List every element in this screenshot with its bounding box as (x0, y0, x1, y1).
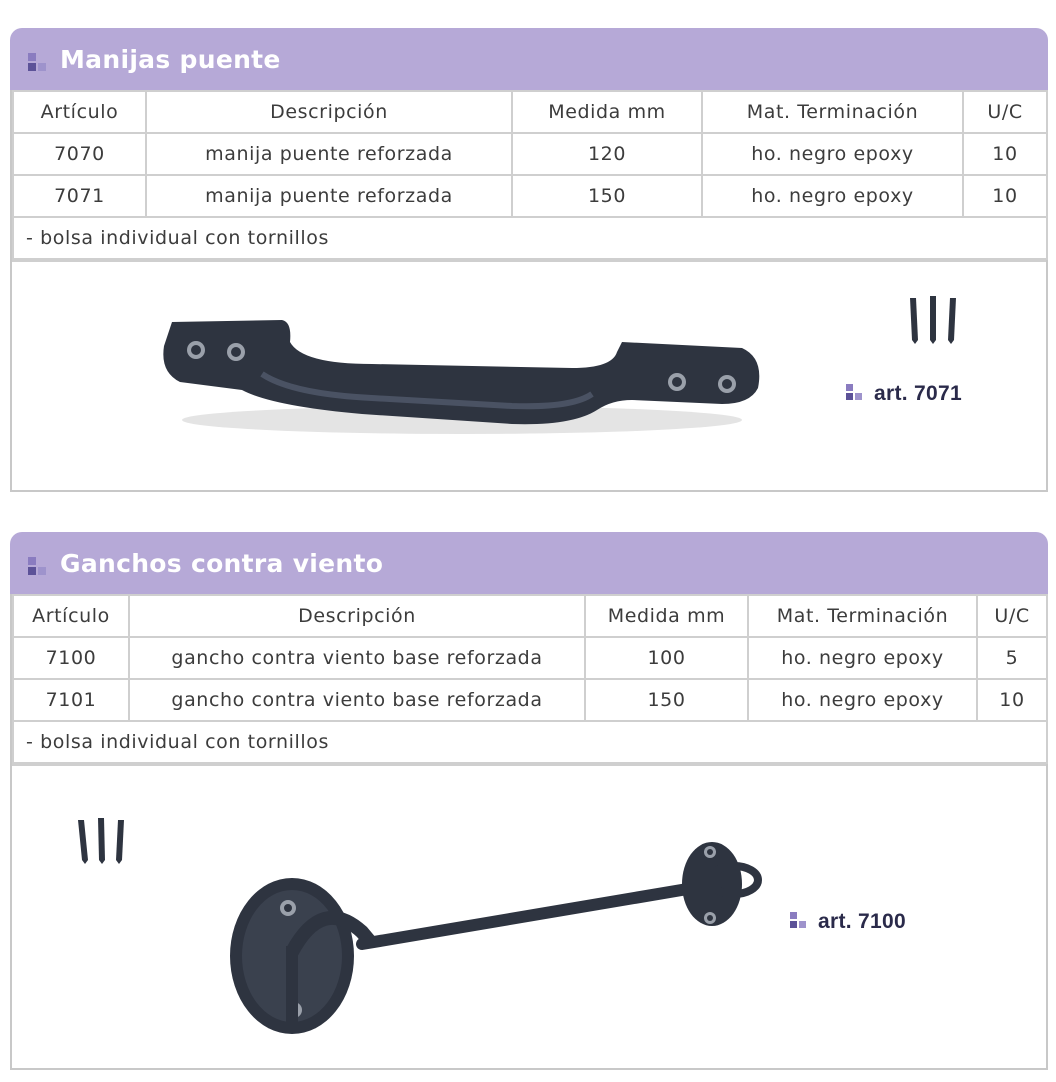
cell-articulo: 7101 (13, 679, 129, 721)
table-row (13, 133, 1047, 175)
cell-material: ho. negro epoxy (702, 133, 963, 175)
note-row (13, 217, 1047, 259)
bullet-icon (28, 557, 50, 579)
column-header-articulo: Artículo (13, 91, 146, 133)
cell-material: ho. negro epoxy (748, 679, 977, 721)
column-header-medida: Medida mm (512, 91, 702, 133)
column-header-uc: U/C (963, 91, 1047, 133)
section-ganchos-contra-viento (10, 532, 1048, 1070)
cell-medida: 150 (585, 679, 748, 721)
section-manijas-puente (10, 28, 1048, 492)
cell-descripcion: manija puente reforzada (146, 175, 512, 217)
product-table (12, 90, 1048, 260)
note-row (13, 721, 1047, 763)
table-row (13, 679, 1047, 721)
column-header-descripcion: Descripción (129, 595, 585, 637)
column-header-uc: U/C (977, 595, 1047, 637)
screws-icon (902, 296, 972, 346)
product-image-area (12, 260, 1046, 490)
section-header (10, 28, 1048, 90)
section-title: Manijas puente (60, 44, 281, 74)
cell-descripcion: manija puente reforzada (146, 133, 512, 175)
product-table (12, 594, 1048, 764)
cell-uc: 10 (963, 133, 1047, 175)
cell-medida: 150 (512, 175, 702, 217)
cell-medida: 100 (585, 637, 748, 679)
column-header-material: Mat. Terminación (748, 595, 977, 637)
table-header-row (13, 595, 1047, 637)
cell-material: ho. negro epoxy (702, 175, 963, 217)
bridge-handle-icon (152, 302, 772, 442)
section-title: Ganchos contra viento (60, 548, 384, 578)
bullet-icon (846, 384, 866, 404)
cell-uc: 10 (963, 175, 1047, 217)
cell-medida: 120 (512, 133, 702, 175)
cell-uc: 10 (977, 679, 1047, 721)
article-label (790, 910, 906, 934)
cell-articulo: 7100 (13, 637, 129, 679)
cell-descripcion: gancho contra viento base reforzada (129, 679, 585, 721)
column-header-descripcion: Descripción (146, 91, 512, 133)
column-header-articulo: Artículo (13, 595, 129, 637)
column-header-material: Mat. Terminación (702, 91, 963, 133)
cell-articulo: 7070 (13, 133, 146, 175)
cell-articulo: 7071 (13, 175, 146, 217)
wind-hook-icon (212, 836, 772, 1056)
article-label-text: art. 7071 (874, 382, 962, 405)
note-text: - bolsa individual con tornillos (13, 721, 1047, 763)
cell-uc: 5 (977, 637, 1047, 679)
article-label-text: art. 7100 (818, 910, 906, 933)
bullet-icon (790, 912, 810, 932)
screws-icon (72, 818, 142, 868)
bullet-icon (28, 53, 50, 75)
table-row (13, 637, 1047, 679)
section-header (10, 532, 1048, 594)
column-header-medida: Medida mm (585, 595, 748, 637)
product-image-area (12, 764, 1046, 1068)
cell-descripcion: gancho contra viento base reforzada (129, 637, 585, 679)
cell-material: ho. negro epoxy (748, 637, 977, 679)
article-label (846, 382, 962, 406)
table-row (13, 175, 1047, 217)
note-text: - bolsa individual con tornillos (13, 217, 1047, 259)
table-header-row (13, 91, 1047, 133)
